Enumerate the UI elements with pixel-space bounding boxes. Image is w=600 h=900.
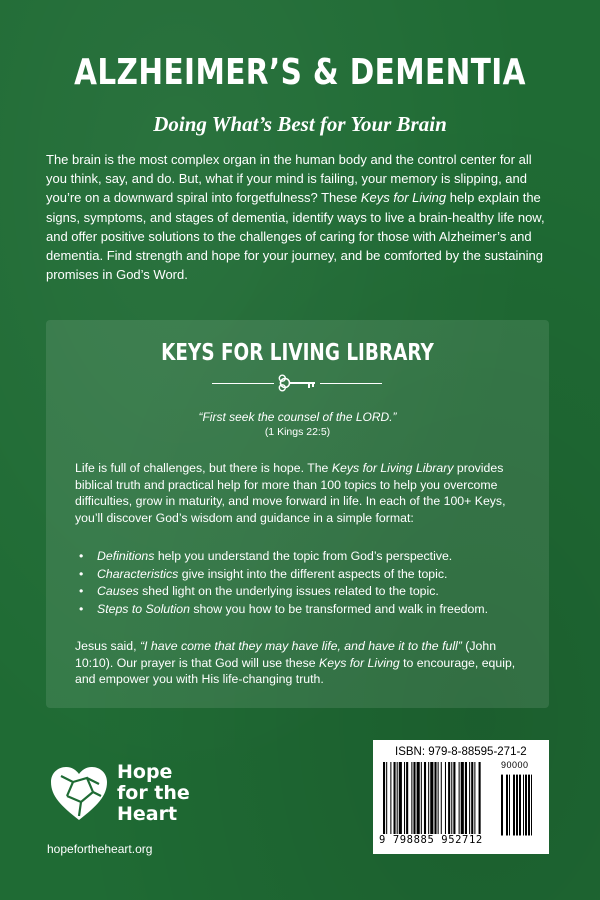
list-item-text: give insight into the different aspects of the topic. [178, 566, 448, 581]
key-divider [212, 372, 382, 394]
intro-text-1: The brain is the most complex organ in the human body and the control center for all you think, say, and do. But, what if your mind is failing, your memory is slipping, and you’re on a downward spiral into forgetfulness? These [46, 152, 532, 206]
library-title: KEYS FOR LIVING LIBRARY [161, 340, 434, 366]
intro-paragraph [46, 150, 556, 284]
list-item-term: Definitions [97, 549, 155, 563]
library-text-1a: Life is full of challenges, but there is hope. The [75, 461, 332, 475]
library-emphasis-2: Keys for Living [319, 655, 400, 670]
publisher-logo-text [117, 762, 190, 825]
page-title: ALZHEIMER’S & DEMENTIA [74, 52, 526, 93]
library-quote-2: “I have come that they may have life, and have it to the full” [139, 639, 462, 653]
page-subtitle: Doing What’s Best for Your Brain [153, 112, 447, 136]
publisher-url[interactable]: hopefortheheart.org [47, 842, 153, 856]
format-list [75, 548, 535, 618]
list-item [75, 566, 535, 584]
library-text-2b: (John 10:10). Our prayer is that God will use these [75, 639, 497, 670]
list-item-term: Causes [97, 584, 139, 598]
library-paragraph-2 [75, 638, 531, 688]
library-text-1b: provides biblical truth and practical help for more than 100 topics to help you overcome difficulties, grow in maturity, and move forward in life. In each of the 100+ Keys, you’ll discover God’s wisdom and guidance in a simple format: [75, 461, 506, 525]
heart-logo-icon [47, 762, 111, 826]
price-code: 90000 [501, 760, 529, 770]
barcode-digits: 9 798885 952712 [379, 834, 483, 846]
list-item [75, 583, 535, 601]
list-item-text: show you how to be transformed and walk in freedom. [189, 601, 488, 616]
list-item-text: help you understand the topic from God’s perspective. [154, 549, 453, 563]
library-text-2c: to encourage, equip, and empower you with His life-changing truth. [75, 655, 516, 687]
back-cover-footer [0, 740, 600, 900]
list-item-term: Characteristics [97, 566, 179, 581]
library-paragraph-1 [75, 460, 531, 526]
list-item [75, 548, 535, 566]
list-item-text: shed light on the underlying issues related to the topic. [138, 584, 439, 598]
intro-text-2: help explain the signs, symptoms, and stages of dementia, identify ways to live a brain-healthy life now, and offer positive solutions to the challenges of caring for those with Alzheimer’s and dementia. Find strength and hope for your journey, and be comforted by the sustaining promises in God’s Word. [46, 190, 545, 283]
scripture-reference: (1 Kings 22:5) [264, 426, 331, 438]
list-item [75, 601, 535, 619]
library-panel [46, 320, 549, 708]
logo-line-2: for the [117, 782, 190, 804]
isbn-text: ISBN: 979-8-88595-271-2 [395, 746, 527, 758]
library-text-2a: Jesus said, [75, 639, 140, 653]
logo-line-3: Heart [117, 803, 178, 825]
divider-line-left [212, 383, 274, 384]
divider-line-right [320, 383, 382, 384]
library-emphasis-1: Keys for Living Library [331, 461, 454, 475]
key-icon [278, 372, 318, 394]
logo-line-1: Hope [117, 761, 173, 783]
list-item-term: Steps to Solution [97, 601, 190, 616]
barcode-box [373, 740, 549, 854]
intro-emphasis: Keys for Living [360, 190, 447, 206]
scripture-quote: “First seek the counsel of the LORD.” [198, 410, 397, 424]
